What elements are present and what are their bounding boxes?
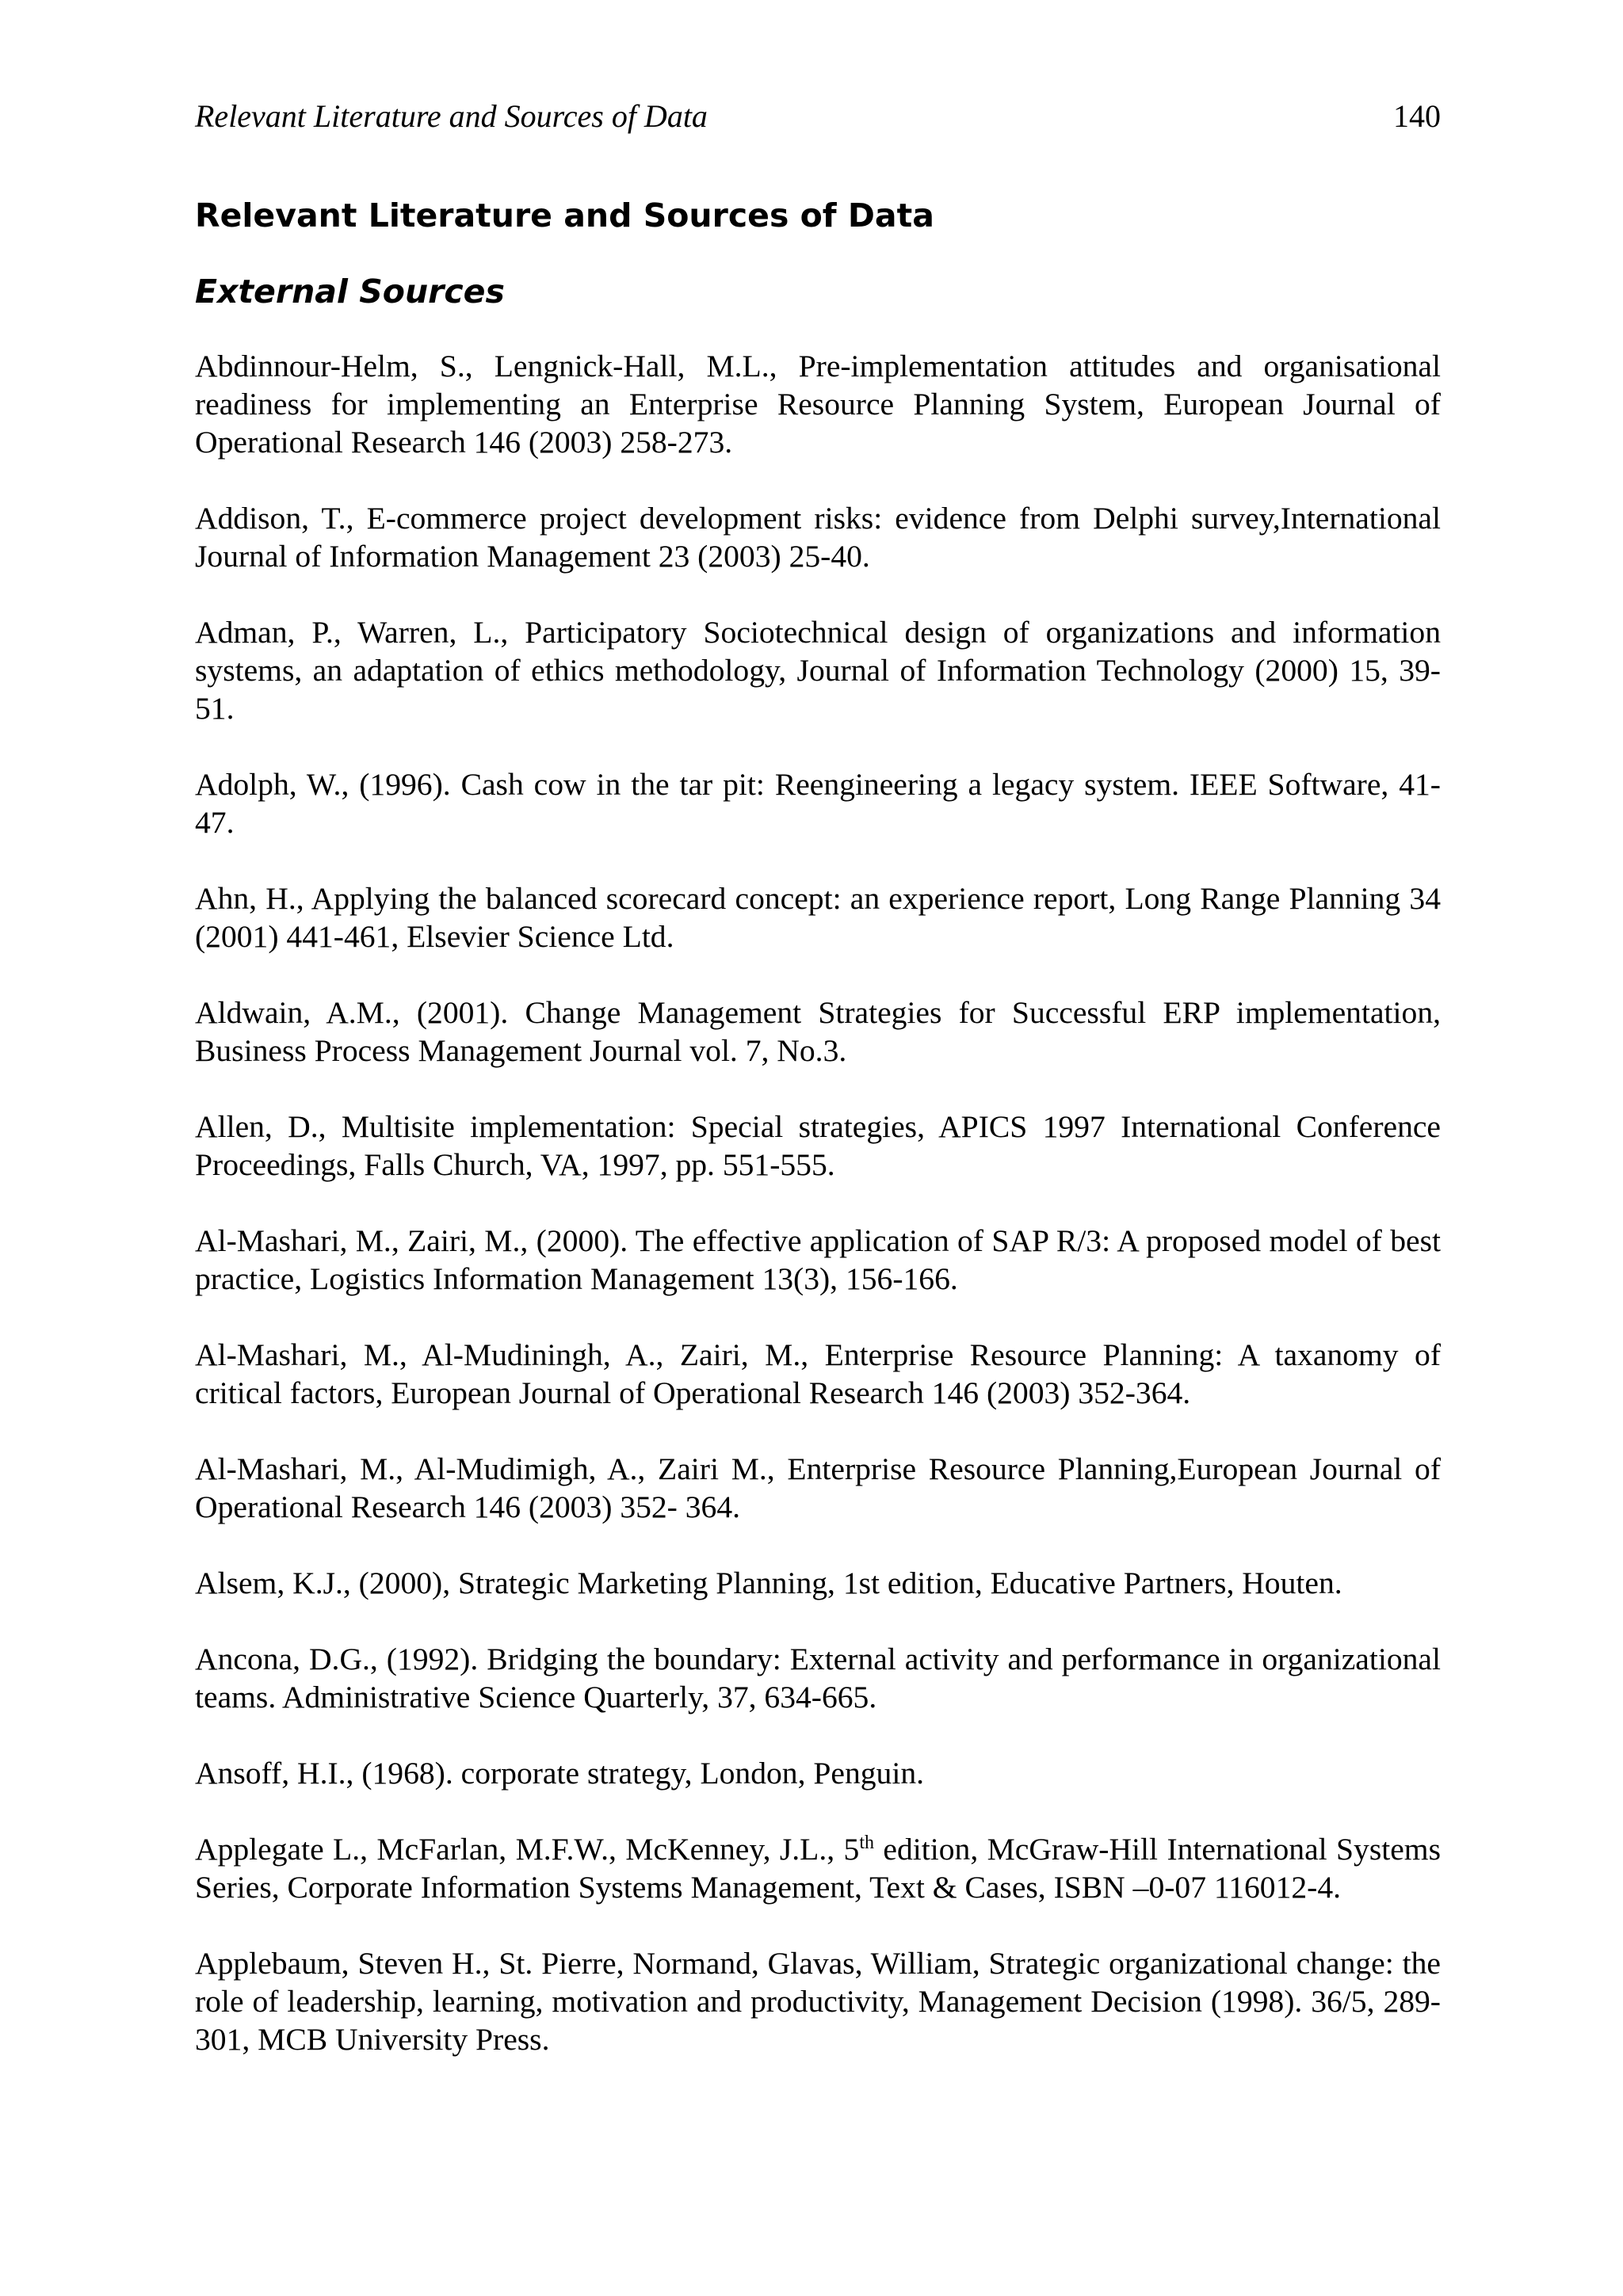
reference-entry: Allen, D., Multisite implementation: Special strategies, APICS 1997 International Conference Proceedings, Falls Church, VA, 1997, pp. 551-555. bbox=[195, 1109, 1441, 1182]
reference-entry: Al-Mashari, M., Al-Mudiningh, A., Zairi, M., Enterprise Resource Planning: A taxanomy of critical factors, European Journal of Operational Research 146 (2003) 352-364. bbox=[195, 1337, 1441, 1410]
reference-entry: Ahn, H., Applying the balanced scorecard concept: an experience report, Long Range Planning 34 (2001) 441-461, Elsevier Science Ltd. bbox=[195, 881, 1441, 954]
reference-entry: Adolph, W., (1996). Cash cow in the tar pit: Reengineering a legacy system. IEEE Software, 41-47. bbox=[195, 767, 1441, 840]
reference-entry: Addison, T., E-commerce project development risks: evidence from Delphi survey,International Journal of Information Management 23 (2003) 25-40. bbox=[195, 501, 1441, 574]
reference-entry: Adman, P., Warren, L., Participatory Sociotechnical design of organizations and information systems, an adaptation of ethics methodology, Journal of Information Technology (2000) 15, 39-51. bbox=[195, 615, 1441, 726]
reference-entry: Abdinnour-Helm, S., Lengnick-Hall, M.L., Pre-implementation attitudes and organisational readiness for implementing an Enterprise Resource Planning System, European Journal of Operational Research 146 (2003) 258-273. bbox=[195, 349, 1441, 460]
reference-entry bbox=[195, 1830, 1441, 1906]
reference-entry: Al-Mashari, M., Zairi, M., (2000). The effective application of SAP R/3: A proposed model of best practice, Logistics Information Management 13(3), 156-166. bbox=[195, 1223, 1441, 1296]
reference-entry: Applebaum, Steven H., St. Pierre, Normand, Glavas, William, Strategic organizational change: the role of leadership, learning, motivation and productivity, Management Decision (1998). 36/5, 289-301, MCB University Press. bbox=[195, 1946, 1441, 2057]
reference-text-part: edition, McGraw-Hill International Systems Series, Corporate Information Systems Management, Text & Cases, ISBN –0-07 116012-4. bbox=[195, 1832, 1441, 1905]
running-header bbox=[195, 97, 1441, 136]
page-number: 140 bbox=[1393, 98, 1441, 134]
running-title: Relevant Literature and Sources of Data bbox=[195, 98, 708, 134]
reference-entry: Ancona, D.G., (1992). Bridging the boundary: External activity and performance in organizational teams. Administrative Science Quarterly, 37, 634-665. bbox=[195, 1642, 1441, 1714]
reference-entry: Aldwain, A.M., (2001). Change Management Strategies for Successful ERP implementation, Business Process Management Journal vol. 7, No.3. bbox=[195, 995, 1441, 1068]
subsection-title: External Sources bbox=[195, 273, 505, 311]
reference-list bbox=[195, 347, 1441, 2096]
reference-entry: Al-Mashari, M., Al-Mudimigh, A., Zairi M., Enterprise Resource Planning,European Journal of Operational Research 146 (2003) 352- 364. bbox=[195, 1451, 1441, 1524]
reference-entry: Alsem, K.J., (2000), Strategic Marketing Planning, 1st edition, Educative Partners, Houten. bbox=[195, 1566, 1342, 1600]
reference-entry: Ansoff, H.I., (1968). corporate strategy, London, Penguin. bbox=[195, 1756, 924, 1791]
section-title: Relevant Literature and Sources of Data bbox=[195, 196, 934, 235]
reference-text-part: Applegate L., McFarlan, M.F.W., McKenney, J.L., 5 bbox=[195, 1832, 860, 1867]
ordinal-superscript: th bbox=[859, 1832, 874, 1853]
